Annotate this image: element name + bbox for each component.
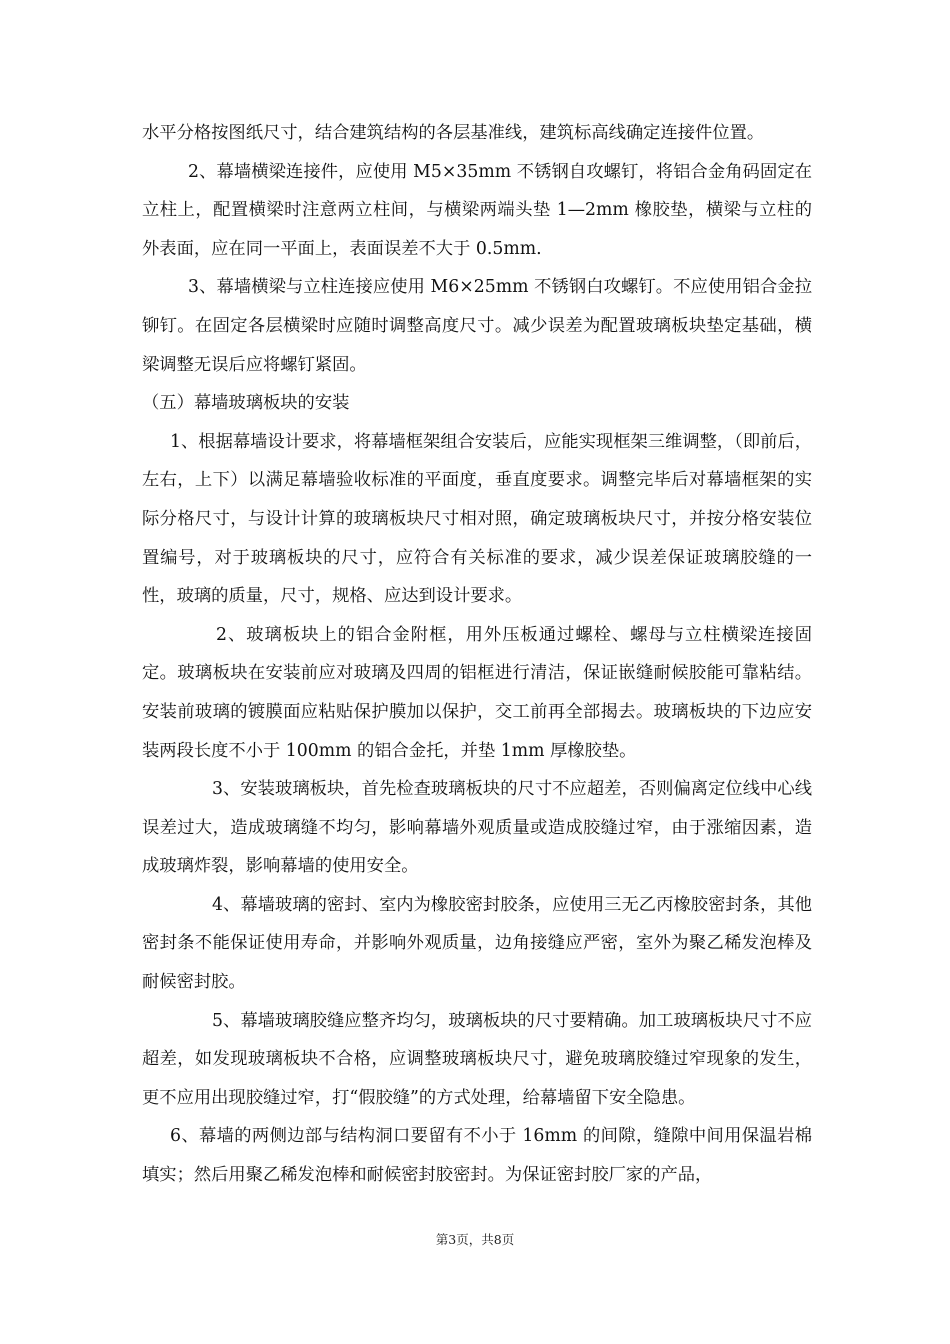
page-number-footer: 第3页，共8页 — [435, 1232, 515, 1247]
paragraph-item-6-edge-gap: 6、幕墙的两侧边部与结构洞口要留有不小于 16mm 的间隙，缝隙中间用保温岩棉填实；然后用聚乙稀发泡棒和耐候密封胶密封。为保证密封胶厂家的产品， — [142, 1126, 812, 1186]
paragraph-continuation: 水平分格按图纸尺寸，结合建筑结构的各层基准线，建筑标高线确定连接件位置。 — [142, 123, 765, 143]
paragraph-item-2-crossbeam-connector: 2、幕墙横梁连接件，应使用 M5×35mm 不锈钢自攻螺钉，将铝合金角码固定在立柱上，配置横梁时注意两立柱间，与横梁两端头垫 1—2mm 橡胶垫，横梁与立柱的外表面，应在同一平面上，表面误差不大于 0.5mm. — [142, 161, 812, 259]
section-heading-glass-panel-install: （五）幕墙玻璃板块的安装 — [142, 393, 350, 414]
paragraph-item-2-aluminum-frame: 2、玻璃板块上的铝合金附框，用外压板通过螺栓、螺母与立柱横梁连接固定。玻璃板块在安装前应对玻璃及四周的铝框进行清洁，保证嵌缝耐候胶能可靠粘结。安装前玻璃的镀膜面应粘贴保护膜加以保护，交工前再全部揭去。玻璃板块的下边应安装两段长度不小于 100mm 的铝合金托，并垫 1mm 厚橡胶垫。 — [142, 624, 812, 761]
paragraph-item-3-crossbeam-column: 3、幕墙横梁与立柱连接应使用 M6×25mm 不锈钢白攻螺钉。不应使用铝合金拉铆钉。在固定各层横梁时应随时调整高度尺寸。减少误差为配置玻璃板块垫定基础，横梁调整无误后应将螺钉紧固。 — [142, 277, 812, 375]
paragraph-item-4-sealing: 4、幕墙玻璃的密封、室内为橡胶密封胶条，应使用三无乙丙橡胶密封条，其他密封条不能保证使用寿命，并影响外观质量，边角接缝应严密，室外为聚乙稀发泡棒及耐候密封胶。 — [142, 894, 812, 993]
paragraph-item-5-glue-joints: 5、幕墙玻璃胶缝应整齐均匀，玻璃板块的尺寸要精确。加工玻璃板块尺寸不应超差，如发现玻璃板块不合格，应调整玻璃板块尺寸，避免玻璃胶缝过窄现象的发生，更不应用出现胶缝过窄，打“假胶缝”的方式处理，给幕墙留下安全隐患。 — [142, 1010, 812, 1108]
paragraph-item-1-frame-adjust: 1、根据幕墙设计要求，将幕墙框架组合安装后，应能实现框架三维调整，（即前后，左右，上下）以满足幕墙验收标准的平面度，垂直度要求。调整完毕后对幕墙框架的实际分格尺寸，与设计计算的玻璃板块尺寸相对照，确定玻璃板块尺寸，并按分格安装位置编号，对于玻璃板块的尺寸，应符合有关标准的要求，减少误差保证玻璃胶缝的一性，玻璃的质量，尺寸，规格、应达到设计要求。 — [142, 431, 812, 607]
document-body — [142, 114, 812, 1195]
paragraph-item-3-install-glass: 3、安装玻璃板块，首先检查玻璃板块的尺寸不应超差，否则偏离定位线中心线误差过大，造成玻璃缝不均匀，影响幕墙外观质量或造成胶缝过窄，由于涨缩因素，造成玻璃炸裂，影响幕墙的使用安全。 — [142, 779, 812, 877]
